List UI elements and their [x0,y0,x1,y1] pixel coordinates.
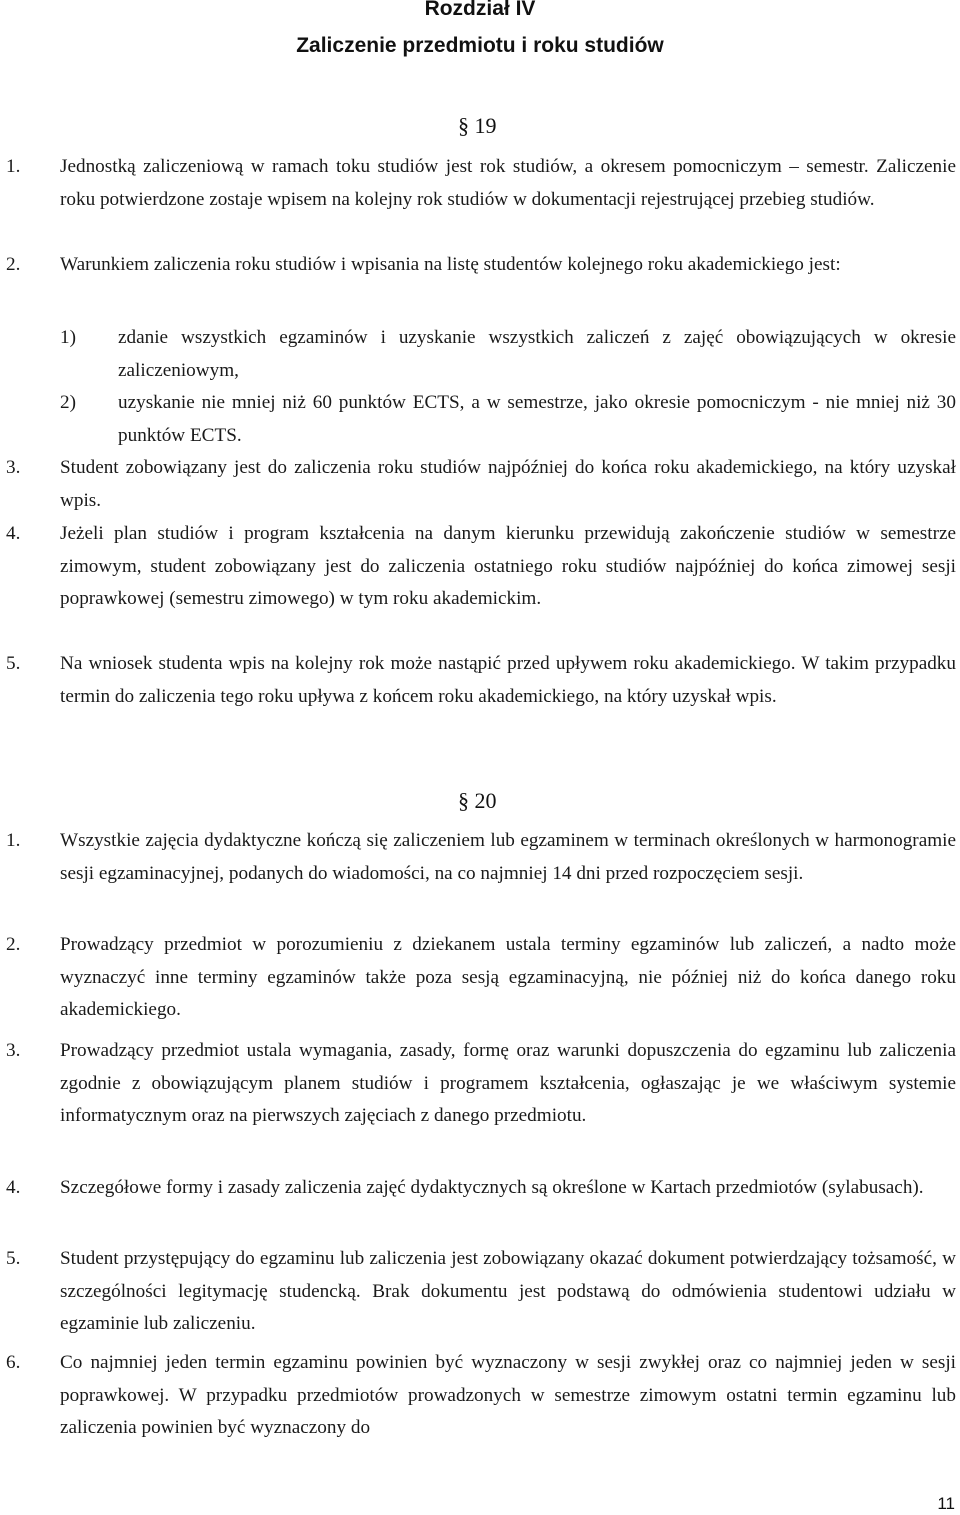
paragraph-number: 4. [6,1177,21,1198]
paragraph-19-4 [6,518,956,616]
paragraph-text: Warunkiem zaliczenia roku studiów i wpisania na listę studentów kolejnego roku akademickiego jest: [60,254,841,275]
paragraph-19-2 [6,249,956,282]
paragraph-20-3 [6,1035,956,1133]
paragraph-number: 3. [6,1040,21,1061]
subparagraph-number: 2) [60,392,76,413]
paragraph-number: 1. [6,156,21,177]
paragraph-20-1 [6,825,956,890]
paragraph-number: 5. [6,1248,21,1269]
subparagraph-19-2-2 [60,386,956,452]
paragraph-text: Jednostką zaliczeniową w ramach toku studiów jest rok studiów, a okresem pomocniczym – semestr. Zaliczenie roku potwierdzone zostaje wpisem na kolejny rok studiów w dokumentacji rejestrującej przebieg studiów. [60,156,956,210]
paragraph-text: Szczegółowe formy i zasady zaliczenia zajęć dydaktycznych są określone w Kartach przedmiotów (sylabusach). [60,1177,924,1198]
paragraph-number: 2. [6,934,21,955]
subparagraph-text: zdanie wszystkich egzaminów i uzyskanie wszystkich zaliczeń z zajęć obowiązujących w okresie zaliczeniowym, [118,327,956,381]
paragraph-number: 6. [6,1352,21,1373]
section-sign-20: § 20 [458,788,497,813]
paragraph-text: Co najmniej jeden termin egzaminu powinien być wyznaczony w sesji zwykłej oraz co najmniej jeden w sesji poprawkowej. W przypadku przedmiotów prowadzonych w semestrze zimowym ostatni termin egzaminu lub zaliczenia powinien być wyznaczony do [60,1352,956,1438]
paragraph-text: Prowadzący przedmiot ustala wymagania, zasady, formę oraz warunki dopuszczenia do egzaminu lub zaliczenia zgodnie z obowiązującym planem studiów i programem kształcenia, ogłaszając je we właściwym systemie informatycznym oraz na pierwszych zajęciach z danego przedmiotu. [60,1040,956,1126]
paragraph-text: Wszystkie zajęcia dydaktyczne kończą się zaliczeniem lub egzaminem w terminach określonych w harmonogramie sesji egzaminacyjnej, podanych do wiadomości, na co najmniej 14 dni przed rozpoczęciem sesji. [60,830,956,884]
chapter-title: Rozdział IV [424,0,536,20]
paragraph-number: 4. [6,523,21,544]
paragraph-text: Jeżeli plan studiów i program kształcenia na danym kierunku przewidują zakończenie studiów w semestrze zimowym, student zobowiązany jest do zaliczenia ostatniego roku studiów najpóźniej do końca zimowej sesji poprawkowej (semestru zimowego) w tym roku akademickim. [60,523,956,609]
paragraph-text: Student przystępujący do egzaminu lub zaliczenia jest zobowiązany okazać dokument potwierdzający tożsamość, w szczególności legitymację studencką. Brak dokumentu jest podstawą do odmówienia studentowi udziału w egzaminie lub zaliczeniu. [60,1248,956,1334]
subparagraph-text: uzyskanie nie mniej niż 60 punktów ECTS, a w semestrze, jako okresie pomocniczym - nie mniej niż 30 punktów ECTS. [118,392,956,446]
paragraph-20-5 [6,1243,956,1341]
page-number: 11 [937,1494,955,1513]
section-sign-19: § 19 [458,113,497,138]
subparagraph-19-2-1 [60,321,956,387]
paragraph-text: Prowadzący przedmiot w porozumieniu z dziekanem ustala terminy egzaminów lub zaliczeń, a nadto może wyznaczyć inne terminy egzaminów także poza sesją egzaminacyjną, nie później niż do końca danego roku akademickiego. [60,934,956,1020]
paragraph-20-4 [6,1172,956,1205]
chapter-subtitle: Zaliczenie przedmiotu i roku studiów [296,34,664,57]
paragraph-text: Na wniosek studenta wpis na kolejny rok może nastąpić przed upływem roku akademickiego. W takim przypadku termin do zaliczenia tego roku upływa z końcem roku akademickiego, na który uzyskał wpis. [60,653,956,707]
paragraph-number: 5. [6,653,21,674]
paragraph-number: 2. [6,254,21,275]
paragraph-20-2 [6,929,956,1027]
paragraph-number: 3. [6,457,21,478]
subparagraph-number: 1) [60,327,76,348]
paragraph-20-6 [6,1347,956,1445]
paragraph-19-1 [6,151,956,216]
paragraph-number: 1. [6,830,21,851]
paragraph-19-3 [6,452,956,517]
paragraph-19-5 [6,648,956,713]
paragraph-text: Student zobowiązany jest do zaliczenia roku studiów najpóźniej do końca roku akademickiego, na który uzyskał wpis. [60,457,956,511]
